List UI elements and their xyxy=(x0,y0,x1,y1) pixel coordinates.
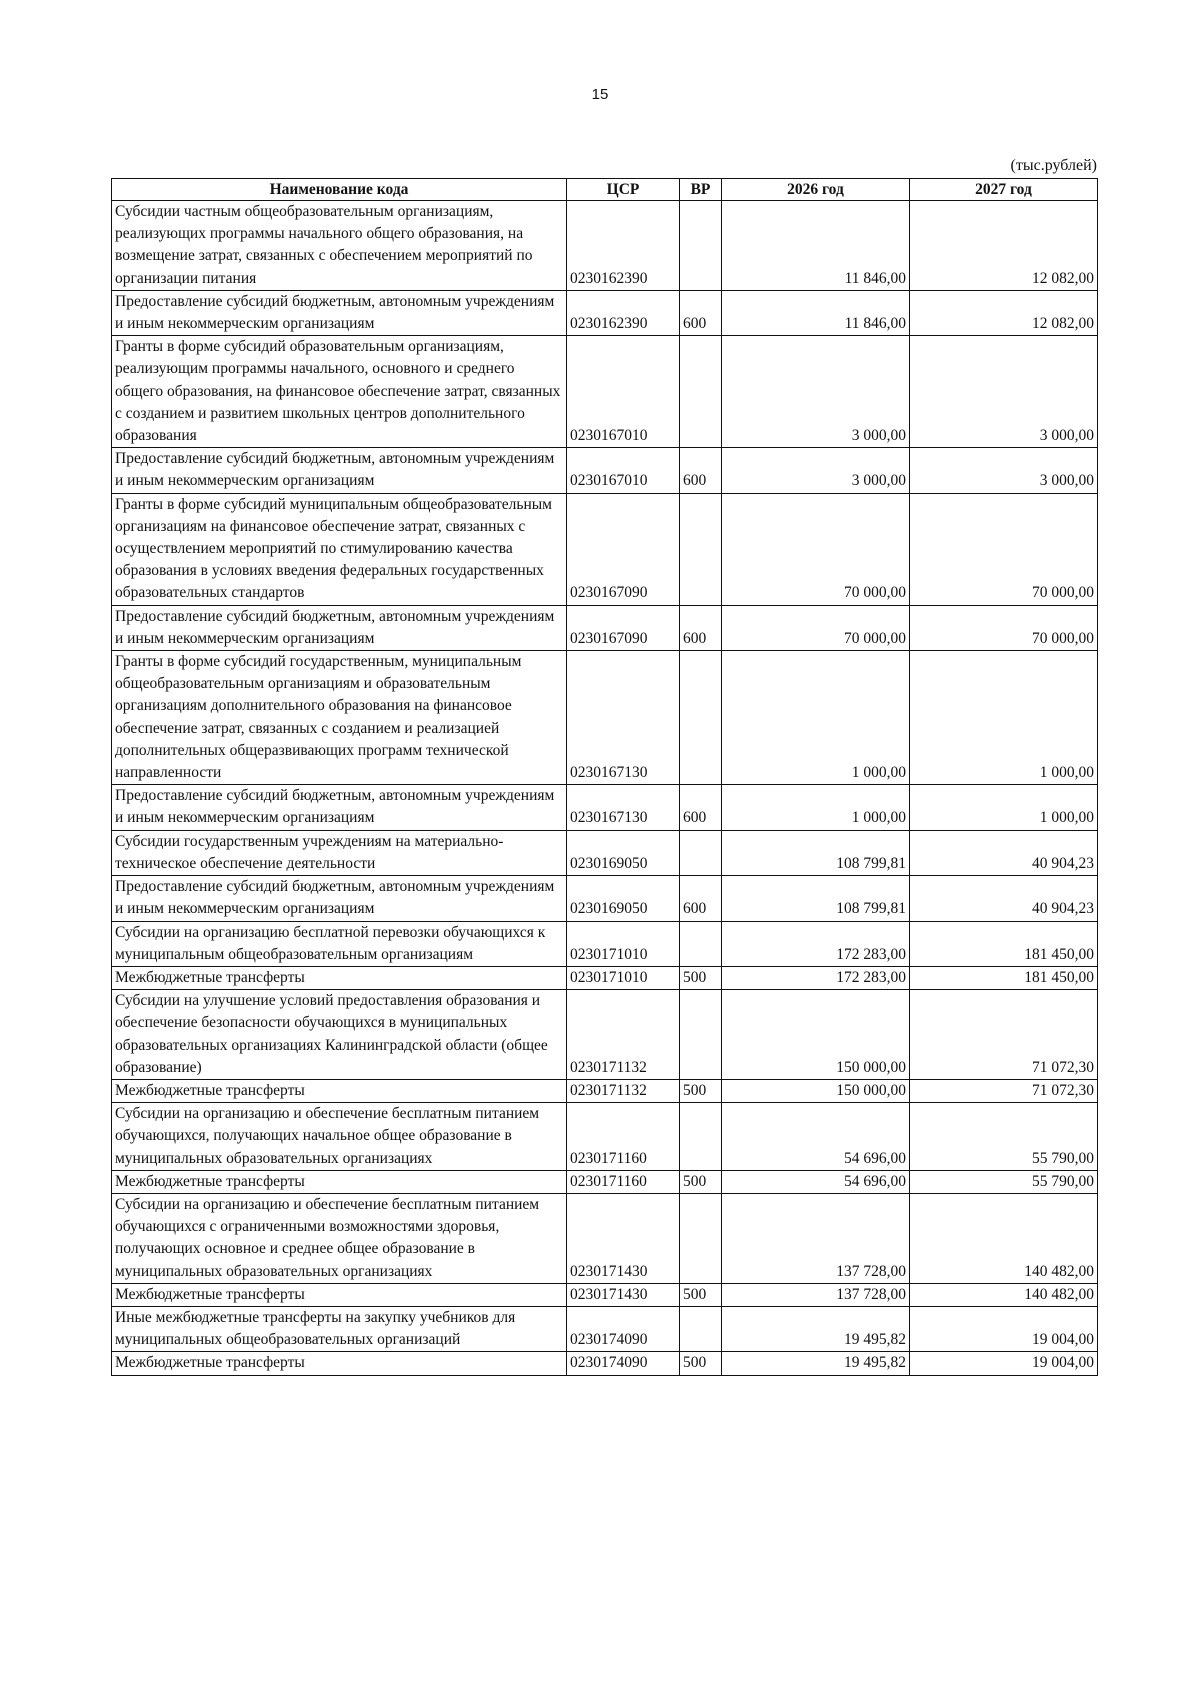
cell-vr xyxy=(680,336,722,448)
cell-2026: 108 799,81 xyxy=(722,876,910,921)
table-row xyxy=(112,336,1098,448)
table-row xyxy=(112,493,1098,605)
cell-csr: 0230167010 xyxy=(567,336,680,448)
cell-vr: 500 xyxy=(680,1170,722,1193)
cell-2027: 140 482,00 xyxy=(910,1283,1098,1306)
cell-2026: 1 000,00 xyxy=(722,785,910,830)
cell-2026: 70 000,00 xyxy=(722,605,910,650)
cell-name: Предоставление субсидий бюджетным, автономным учреждениям и иным некоммерческим организациям xyxy=(112,290,567,335)
units-label: (тыс.рублей) xyxy=(1010,157,1097,174)
table-row xyxy=(112,605,1098,650)
cell-vr: 600 xyxy=(680,290,722,335)
cell-2026: 137 728,00 xyxy=(722,1193,910,1283)
cell-2027: 19 004,00 xyxy=(910,1306,1098,1351)
cell-vr: 600 xyxy=(680,448,722,493)
table-row xyxy=(112,990,1098,1080)
cell-2027: 70 000,00 xyxy=(910,493,1098,605)
cell-2026: 172 283,00 xyxy=(722,921,910,966)
cell-2026: 1 000,00 xyxy=(722,651,910,785)
cell-2027: 140 482,00 xyxy=(910,1193,1098,1283)
cell-name: Субсидии на улучшение условий предоставления образования и обеспечение безопасности обучающихся в муниципальных образовательных организациях Калининградской области (общее образование) xyxy=(112,990,567,1080)
cell-2027: 3 000,00 xyxy=(910,448,1098,493)
cell-name: Предоставление субсидий бюджетным, автономным учреждениям и иным некоммерческим организациям xyxy=(112,785,567,830)
cell-2027: 1 000,00 xyxy=(910,651,1098,785)
cell-csr: 0230171430 xyxy=(567,1193,680,1283)
cell-vr xyxy=(680,201,722,291)
budget-table xyxy=(111,178,1098,1376)
cell-csr: 0230167130 xyxy=(567,785,680,830)
cell-2027: 40 904,23 xyxy=(910,830,1098,875)
cell-2026: 11 846,00 xyxy=(722,201,910,291)
cell-vr xyxy=(680,830,722,875)
cell-2026: 172 283,00 xyxy=(722,966,910,989)
cell-vr: 500 xyxy=(680,1283,722,1306)
cell-2027: 55 790,00 xyxy=(910,1170,1098,1193)
cell-csr: 0230162390 xyxy=(567,290,680,335)
cell-2027: 181 450,00 xyxy=(910,921,1098,966)
cell-csr: 0230171430 xyxy=(567,1283,680,1306)
cell-2027: 40 904,23 xyxy=(910,876,1098,921)
cell-2026: 19 495,82 xyxy=(722,1352,910,1375)
cell-name: Гранты в форме субсидий муниципальным общеобразовательным организациям на финансовое обеспечение затрат, связанных с осуществлением мероприятий по стимулированию качества образования в условиях введения федеральных государственных образовательных стандартов xyxy=(112,493,567,605)
cell-csr: 0230174090 xyxy=(567,1306,680,1351)
header-2027: 2027 год xyxy=(910,179,1098,201)
table-row xyxy=(112,876,1098,921)
cell-2026: 150 000,00 xyxy=(722,990,910,1080)
table-row xyxy=(112,1306,1098,1351)
cell-2027: 3 000,00 xyxy=(910,336,1098,448)
cell-vr xyxy=(680,1103,722,1171)
cell-csr: 0230169050 xyxy=(567,876,680,921)
cell-vr: 500 xyxy=(680,966,722,989)
table-row xyxy=(112,1103,1098,1171)
cell-2026: 70 000,00 xyxy=(722,493,910,605)
cell-2027: 1 000,00 xyxy=(910,785,1098,830)
cell-2026: 3 000,00 xyxy=(722,448,910,493)
cell-csr: 0230167010 xyxy=(567,448,680,493)
table-row xyxy=(112,1352,1098,1375)
cell-2027: 181 450,00 xyxy=(910,966,1098,989)
header-csr: ЦСР xyxy=(567,179,680,201)
cell-vr: 600 xyxy=(680,605,722,650)
cell-2027: 71 072,30 xyxy=(910,990,1098,1080)
cell-csr: 0230171160 xyxy=(567,1170,680,1193)
header-vr: ВР xyxy=(680,179,722,201)
cell-name: Межбюджетные трансферты xyxy=(112,1170,567,1193)
cell-2027: 71 072,30 xyxy=(910,1079,1098,1102)
cell-2027: 12 082,00 xyxy=(910,290,1098,335)
cell-csr: 0230167130 xyxy=(567,651,680,785)
table-row xyxy=(112,966,1098,989)
cell-2027: 19 004,00 xyxy=(910,1352,1098,1375)
cell-vr: 600 xyxy=(680,876,722,921)
cell-vr xyxy=(680,990,722,1080)
cell-2026: 150 000,00 xyxy=(722,1079,910,1102)
cell-2026: 54 696,00 xyxy=(722,1103,910,1171)
cell-name: Межбюджетные трансферты xyxy=(112,1283,567,1306)
cell-csr: 0230167090 xyxy=(567,493,680,605)
cell-name: Межбюджетные трансферты xyxy=(112,1352,567,1375)
table-row xyxy=(112,651,1098,785)
table-row xyxy=(112,1283,1098,1306)
table-row xyxy=(112,785,1098,830)
table-row xyxy=(112,448,1098,493)
cell-2026: 19 495,82 xyxy=(722,1306,910,1351)
table-row xyxy=(112,1170,1098,1193)
cell-name: Субсидии на организацию и обеспечение бесплатным питанием обучающихся с ограниченными возможностями здоровья, получающих основное и среднее общее образование в муниципальных образовательных организациях xyxy=(112,1193,567,1283)
table-row xyxy=(112,201,1098,291)
cell-2026: 108 799,81 xyxy=(722,830,910,875)
cell-name: Межбюджетные трансферты xyxy=(112,966,567,989)
cell-name: Субсидии частным общеобразовательным организациям, реализующих программы начального общего образования, на возмещение затрат, связанных с обеспечением мероприятий по организации питания xyxy=(112,201,567,291)
cell-name: Межбюджетные трансферты xyxy=(112,1079,567,1102)
header-name: Наименование кода xyxy=(112,179,567,201)
cell-2026: 54 696,00 xyxy=(722,1170,910,1193)
cell-2027: 55 790,00 xyxy=(910,1103,1098,1171)
cell-csr: 0230169050 xyxy=(567,830,680,875)
header-2026: 2026 год xyxy=(722,179,910,201)
cell-vr: 500 xyxy=(680,1079,722,1102)
cell-vr: 600 xyxy=(680,785,722,830)
cell-name: Предоставление субсидий бюджетным, автономным учреждениям и иным некоммерческим организациям xyxy=(112,605,567,650)
cell-2027: 12 082,00 xyxy=(910,201,1098,291)
cell-vr: 500 xyxy=(680,1352,722,1375)
cell-name: Гранты в форме субсидий государственным, муниципальным общеобразовательным организациям и образовательным организациям дополнительного образования на финансовое обеспечение затрат, связанных с созданием и реализацией дополнительных общеразвивающих программ технической направленности xyxy=(112,651,567,785)
cell-2026: 3 000,00 xyxy=(722,336,910,448)
table-row xyxy=(112,921,1098,966)
cell-2026: 11 846,00 xyxy=(722,290,910,335)
cell-csr: 0230171010 xyxy=(567,921,680,966)
table-row xyxy=(112,1079,1098,1102)
cell-csr: 0230171010 xyxy=(567,966,680,989)
cell-name: Предоставление субсидий бюджетным, автономным учреждениям и иным некоммерческим организациям xyxy=(112,448,567,493)
cell-name: Иные межбюджетные трансферты на закупку учебников для муниципальных общеобразовательных организаций xyxy=(112,1306,567,1351)
cell-name: Предоставление субсидий бюджетным, автономным учреждениям и иным некоммерческим организациям xyxy=(112,876,567,921)
cell-name: Субсидии на организацию бесплатной перевозки обучающихся к муниципальным общеобразовательным организациям xyxy=(112,921,567,966)
table-row xyxy=(112,1193,1098,1283)
cell-vr xyxy=(680,651,722,785)
cell-vr xyxy=(680,493,722,605)
cell-name: Гранты в форме субсидий образовательным организациям, реализующим программы начального, основного и среднего общего образования, на финансовое обеспечение затрат, связанных с созданием и развитием школьных центров дополнительного образования xyxy=(112,336,567,448)
cell-csr: 0230171132 xyxy=(567,990,680,1080)
table-row xyxy=(112,290,1098,335)
cell-vr xyxy=(680,1193,722,1283)
table-row xyxy=(112,830,1098,875)
cell-csr: 0230171160 xyxy=(567,1103,680,1171)
cell-csr: 0230174090 xyxy=(567,1352,680,1375)
cell-csr: 0230171132 xyxy=(567,1079,680,1102)
cell-name: Субсидии государственным учреждениям на материально-техническое обеспечение деятельности xyxy=(112,830,567,875)
cell-vr xyxy=(680,1306,722,1351)
cell-name: Субсидии на организацию и обеспечение бесплатным питанием обучающихся, получающих начальное общее образование в муниципальных образовательных организациях xyxy=(112,1103,567,1171)
cell-csr: 0230167090 xyxy=(567,605,680,650)
cell-2026: 137 728,00 xyxy=(722,1283,910,1306)
cell-2027: 70 000,00 xyxy=(910,605,1098,650)
cell-csr: 0230162390 xyxy=(567,201,680,291)
cell-vr xyxy=(680,921,722,966)
table-header-row xyxy=(112,179,1098,201)
page-number: 15 xyxy=(591,86,609,103)
